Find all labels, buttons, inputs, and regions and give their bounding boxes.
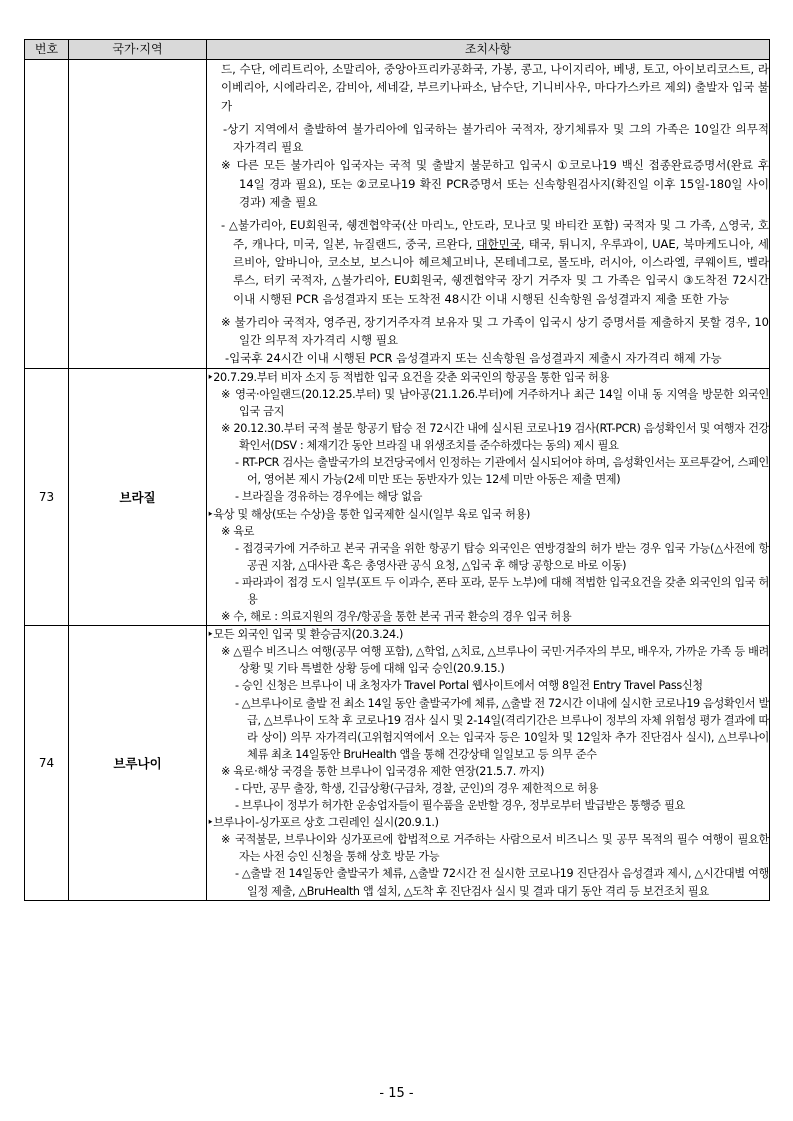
measures-cell-brunei	[207, 626, 770, 901]
list-item: ※ 다른 모든 불가리아 입국자는 국적 및 출발지 불문하고 입국시 ①코로나19 백신 접종완료증명서(완료 후 14일 경과 필요), 또는 ②코로나19 확진 PCR증명서 또는 신속항원검사지(확진일 이후 15일-180일 사이 경과) 제출 필요	[221, 158, 769, 210]
list-item: ‣모든 외국인 입국 및 환승금지(20.3.24.)	[207, 628, 404, 642]
list-item: - 승인 신청은 브루나이 내 초청자가 Travel Portal 웹사이트에서 여행 8일전 Entry Travel Pass신청	[235, 679, 703, 693]
list-item: ‣육상 및 해상(또는 수상)을 통한 입국제한 실시(일부 육로 입국 허용)	[207, 507, 531, 521]
page-number: - 15 -	[379, 1086, 414, 1101]
list-item-text: - △불가리아, EU회원국, 쉥겐협약국(산 마리노, 안도라, 모나코 및 바티칸 포함) 국적자 및 그 가족, △영국, 호주, 캐나다, 미국, 일본, 뉴질랜드, 중국, 르완다,	[221, 218, 769, 251]
list-item: ※ △필수 비즈니스 여행(공무 여행 포함), △학업, △치료, △브루나이 국민·거주자의 부모, 배우자, 가까운 가족 등 배려 상황 및 기타 특별한 상황 등에 대해 입국 승인(20.9.15.)	[221, 645, 769, 676]
list-item: - 접경국가에 거주하고 본국 귀국을 위한 항공기 탑승 외국인은 연방경찰의 허가 받는 경우 입국 가능(△사전에 항공권 지참, △대사관 혹은 총영사관 공식 요청, △입국 후 해당 공항으로 바로 이동)	[235, 541, 769, 572]
list-item: ※ 20.12.30.부터 국적 불문 항공기 탑승 전 72시간 내에 실시된 코로나19 검사(RT-PCR) 음성확인서 및 여행자 건강확인서(DSV : 체재기간 동안 브라질 내 위생조치를 준수하겠다는 동의) 제시 필요	[221, 422, 769, 453]
list-item: -입국후 24시간 이내 시행된 PCR 음성결과지 또는 신속항원 음성결과지 제출시 자가격리 해제 가능	[225, 351, 722, 366]
list-item: ※ 수, 해로 : 의료지원의 경우/항공을 통한 본국 귀국 환승의 경우 입국 허용	[221, 610, 572, 624]
list-item: - RT-PCR 검사는 출발국가의 보건당국에서 인정하는 기관에서 실시되어야 하며, 음성확인서는 포르투갈어, 스페인어, 영어본 제시 가능(2세 미만 또는 동반자가 있는 12세 미만 아동은 제출 면제)	[235, 456, 769, 487]
header-country: 국가·지역	[69, 40, 207, 60]
header-measures: 조치사항	[207, 40, 770, 60]
highlight-korea: 대한민국	[476, 236, 521, 251]
table-row-brunei	[25, 626, 770, 901]
header-number: 번호	[25, 40, 69, 60]
table-row-bulgaria	[25, 60, 770, 369]
list-item: ※ 육로	[221, 524, 255, 538]
row-number: 74	[25, 626, 69, 901]
list-item: - △출발 전 14일동안 출발국가 체류, △출발 72시간 전 실시한 코로나19 진단검사 음성결과 제시, △시간대별 여행일정 제출, △BruHealth 앱 설치, △도착 후 진단검사 실시 및 결과 대기 동안 격리 등 보건조치 필요	[235, 867, 769, 898]
list-item: ‣20.7.29.부터 비자 소지 등 적법한 입국 요건을 갖춘 외국인의 항공을 통한 입국 허용	[207, 370, 609, 384]
list-item: - 파라과이 접경 도시 일부(포트 두 이과수, 폰타 포라, 문두 노부)에 대해 적법한 입국요건을 갖춘 외국인의 입국 허용	[235, 575, 769, 606]
list-item: ※ 불가리아 국적자, 영주권, 장기거주자격 보유자 및 그 가족이 입국시 상기 증명서를 제출하지 못할 경우, 10일간 의무적 자가격리 시행 필요	[221, 314, 769, 348]
table-row-brazil	[25, 368, 770, 625]
row-country: 브루나이	[69, 626, 207, 901]
list-item: ※ 국적불문, 브루나이와 싱가포르에 합법적으로 거주하는 사람으로서 비즈니스 및 공무 목적의 필수 여행이 필요한 자는 사전 승인 신청을 통해 상호 방문 가능	[221, 833, 769, 864]
list-item: - △브루나이로 출발 전 최소 14일 동안 출발국가에 체류, △출발 전 72시간 이내에 실시한 코로나19 음성확인서 발급, △브루나이 도착 후 코로나19 검사 실시 및 2-14일(격리기간은 브루나이 정부의 자체 위험성 평가 결과에 따라 상이) 의무 자가격리(고위험지역에서 오는 입국자 등은 10일차 및 12일차 추가 진단검사 실시), △브루나이 체류 최초 14일동안 BruHealth 앱을 통해 건강상태 일일보고 등 의무 준수	[235, 696, 769, 761]
list-item: - 다만, 공무 출장, 학생, 긴급상황(구급차, 경찰, 군인)의 경우 제한적으로 허용	[235, 782, 599, 795]
row-country: 브라질	[69, 368, 207, 625]
list-item: 드, 수단, 에리트리아, 소말리아, 중앙아프리카공화국, 가봉, 콩고, 나이지리아, 베냉, 토고, 아이보리코스트, 라이베리아, 시에라리온, 감비아, 세네갈, 부르키나파소, 남수단, 기니비사우, 마다가스카르 제외) 출발자 입국 불가	[221, 62, 769, 113]
list-item: - 브라질을 경유하는 경우에는 해당 없음	[235, 490, 423, 504]
list-item: ‣브루나이-싱가포르 상호 그린레인 실시(20.9.1.)	[207, 816, 439, 830]
row-country-empty	[69, 60, 207, 369]
measures-cell-bulgaria	[207, 60, 770, 369]
list-item: -상기 지역에서 출발하여 불가리아에 입국하는 불가리아 국적자, 장기체류자 및 그의 가족은 10일간 의무적 자가격리 필요	[223, 121, 769, 155]
table-header-row	[25, 40, 770, 60]
list-item: - 브루나이 정부가 허가한 운송업자들이 필수품을 운반할 경우, 정부로부터 발급받은 통행증 필요	[235, 799, 685, 813]
list-item	[207, 216, 769, 307]
list-item-text: , 태국, 튀니지, 우루과이, UAE, 북마케도니아, 세르비아, 알바니아, 코소보, 보스니아 헤르체고비나, 몬테네그로, 몰도바, 러시아, 이스라엘, 쿠웨이트, 벨라루스, 터키 국적자, △불가리아, EU회원국, 쉥겐협약국 장기 거주자 및 그 가족은 입국시 ③도착전 72시간 이내 시행된 PCR 음성결과지 또는 도착전 48시간 이내 시행된 신속항원 음성결과지 제출 또한 가능	[233, 236, 769, 306]
list-item: ※ 육로·해상 국경을 통한 브루나이 입국경유 제한 연장(21.5.7. 까지)	[221, 764, 545, 778]
row-number-empty	[25, 60, 69, 369]
row-number: 73	[25, 368, 69, 625]
list-item: ※ 영국·아일랜드(20.12.25.부터) 및 남아공(21.1.26.부터)에 거주하거나 최근 14일 이내 동 지역을 방문한 외국인 입국 금지	[221, 387, 769, 418]
measures-table	[24, 39, 770, 901]
measures-cell-brazil	[207, 368, 770, 625]
